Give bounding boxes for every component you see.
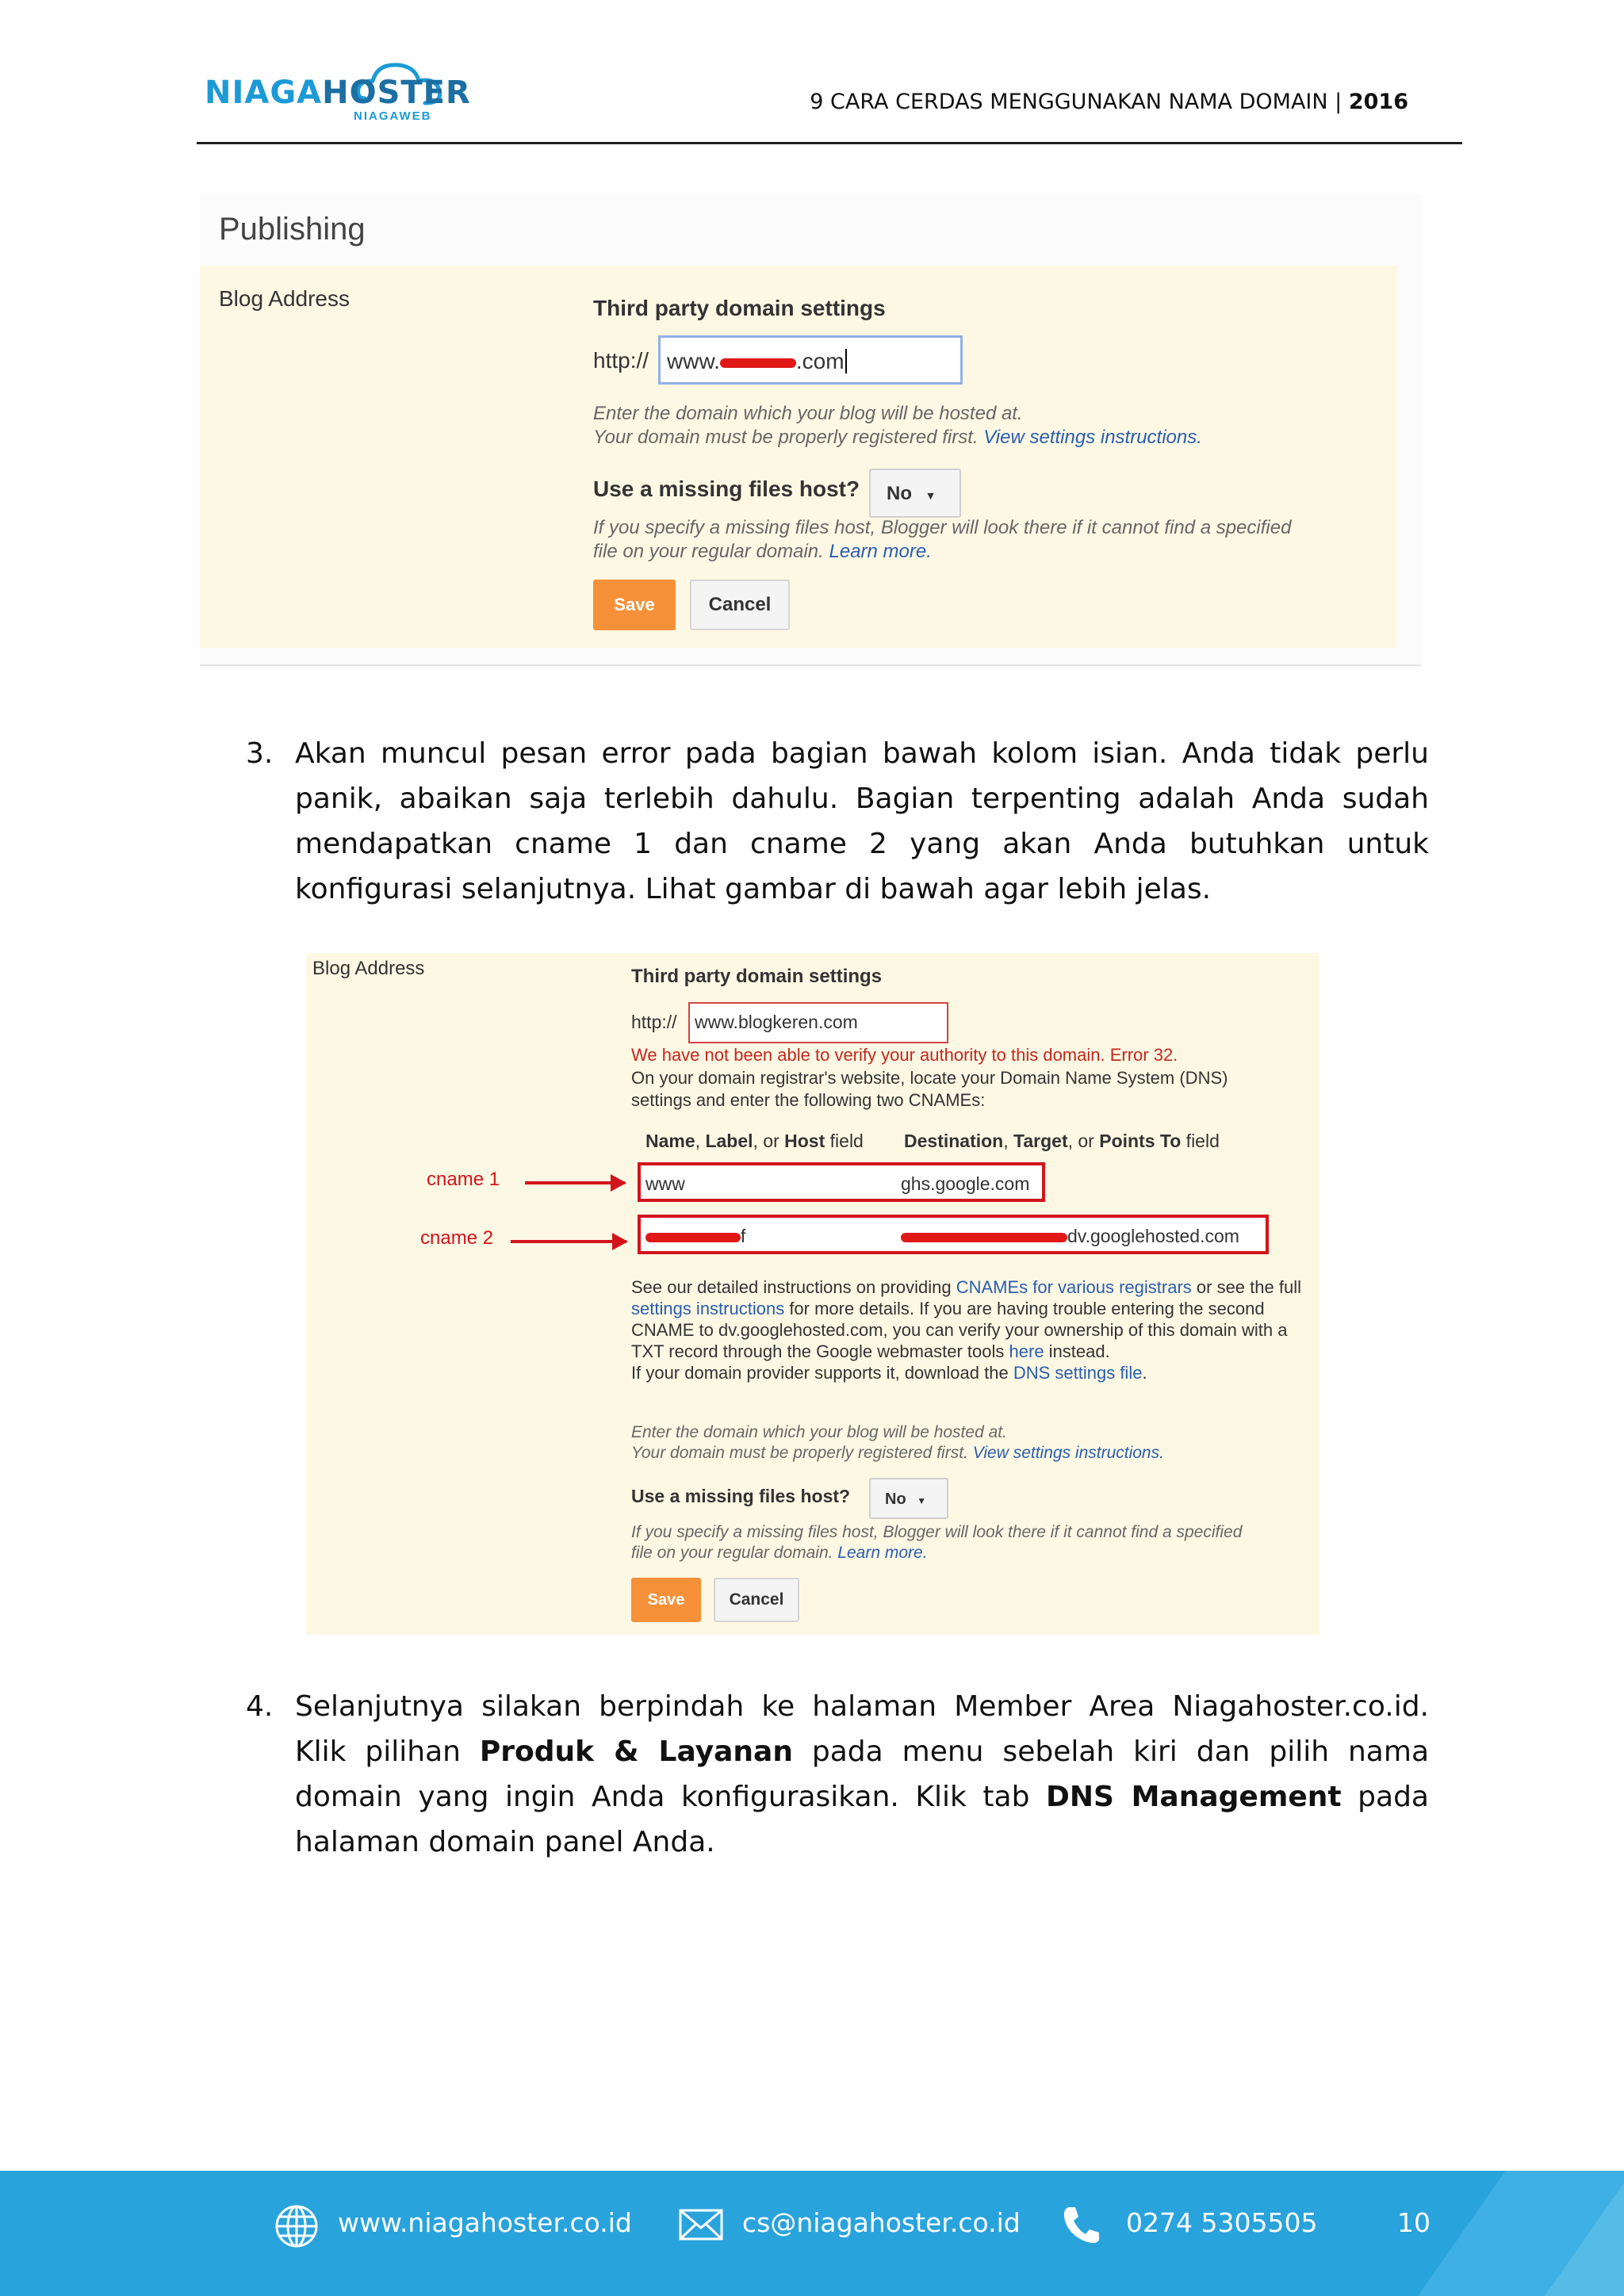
footer-email[interactable]: cs@niagahoster.co.id [742,2207,1021,2238]
cname-column-headers [645,1131,1220,1152]
missing-files-label: Use a missing files host? [593,476,860,501]
cname1-row [638,1162,1045,1202]
niagahoster-logo [205,57,471,128]
redaction-mark [645,1233,741,1242]
globe-icon [274,2204,319,2248]
cname-instructions: See our detailed instructions on providing CNAMEs for various registrars or see the full settings instructions for more details. If you are having trouble entering the second CNAME to dv.googlehosted.com, you can verify your ownership of this domain with a TXT record through the Google webmaster tools here instead. If your domain provider supports it, download the DNS settings file. [631,1277,1301,1383]
missing-files-dropdown[interactable]: No ▼ [869,469,961,518]
arrow-right-icon [525,1181,625,1184]
here-link[interactable]: here [1009,1341,1044,1361]
panel-heading: Third party domain settings [593,296,886,320]
chevron-down-icon: ▼ [917,1495,927,1506]
missing-files-help: If you specify a missing files host, Blogger will look there if it cannot find a specified file on your regular domain. Learn more. [631,1523,1243,1562]
domain-input[interactable]: www. .com [658,335,963,385]
list-item-4 [246,1684,1435,1866]
http-label: http:// [593,348,649,373]
produk-layanan-text: Produk & Layanan [479,1735,793,1768]
settings-instructions-link[interactable]: settings instructions [631,1299,785,1318]
cname1-destination: ghs.google.com [901,1173,1030,1194]
missing-files-dropdown[interactable]: No ▼ [869,1478,948,1519]
dns-management-text: DNS Management [1046,1781,1342,1813]
learn-more-link[interactable]: Learn more. [837,1544,928,1562]
cname2-host: f [645,1226,745,1247]
list-number: 3. [246,737,274,770]
cname2-annotation: cname 2 [420,1227,494,1249]
cancel-button[interactable]: Cancel [714,1578,799,1622]
section-title: Publishing [219,212,366,247]
page-number: 10 [1397,2207,1431,2238]
view-settings-link[interactable]: View settings instructions. [972,1444,1164,1462]
doc-title: 9 CARA CERDAS MENGGUNAKAN NAMA DOMAIN | 2016 [810,90,1408,114]
arrow-right-icon [511,1240,626,1243]
settings-instructions-link[interactable]: View settings instructions. [983,427,1202,448]
header-divider [197,142,1462,144]
redaction-mark [720,358,796,368]
save-button[interactable]: Save [593,580,676,630]
list-item-3 [246,731,1435,913]
footer-phone[interactable]: 0274 5305505 [1126,2207,1318,2238]
cname-screenshot [306,953,1320,1635]
logo-brand: NIAGAHOSTER [205,75,471,111]
cname1-host: www [645,1173,685,1194]
domain-help: Enter the domain which your blog will be hosted at. Your domain must be properly registered first. View settings instructions. [631,1423,1164,1462]
list-number: 4. [246,1690,274,1723]
http-label: http:// [631,1012,677,1032]
divider [200,664,1421,666]
dns-settings-file-link[interactable]: DNS settings file [1013,1363,1143,1383]
destination-column-header: Destination, Target, or Points To field [904,1131,1220,1151]
cnames-registrars-link[interactable]: CNAMEs for various registrars [956,1277,1192,1297]
save-button[interactable]: Save [631,1578,701,1622]
name-column-header: Name, Label, or Host field [645,1131,864,1151]
chevron-down-icon: ▼ [925,489,936,502]
footer [0,2171,1624,2296]
dns-info: On your domain registrar's website, locate your Domain Name System (DNS) settings and enter the following two CNAMEs: [631,1068,1228,1110]
footer-website[interactable]: www.niagahoster.co.id [338,2207,632,2238]
cancel-button[interactable]: Cancel [690,580,790,630]
doc-year: 2016 [1348,90,1408,114]
missing-files-label: Use a missing files host? [631,1486,851,1506]
publishing-screenshot [200,194,1421,668]
blog-address-label: Blog Address [312,958,425,979]
logo-sub: NIAGAWEB [354,109,432,123]
learn-more-link[interactable]: Learn more. [829,541,932,562]
missing-files-help: If you specify a missing files host, Blogger will look there if it cannot find a specified file on your regular domain. Learn more. [593,517,1292,562]
cname1-annotation: cname 1 [427,1169,500,1190]
domain-help: Enter the domain which your blog will be hosted at. Your domain must be properly registered first. View settings instructions. [593,403,1202,448]
settings-panel [200,266,1397,648]
redaction-mark [901,1233,1067,1242]
domain-input[interactable]: www.blogkeren.com [688,1002,948,1043]
cname2-destination: dv.googlehosted.com [901,1226,1239,1247]
list-text: Selanjutnya silakan berpindah ke halaman Member Area Niagahoster.co.id. Klik pilihan Produk & Layanan pada menu sebelah kiri dan pilih nama domain yang ingin Anda konfigurasikan. Klik tab DNS Management pada halaman domain panel Anda. [295,1690,1430,1858]
blog-address-label: Blog Address [219,286,350,311]
cname2-row [638,1215,1269,1254]
phone-icon [1061,2204,1101,2245]
error-message: We have not been able to verify your authority to this domain. Error 32. [631,1045,1178,1065]
list-text: Akan muncul pesan error pada bagian bawah kolom isian. Anda tidak perlu panik, abaikan saja terlebih dahulu. Bagian terpenting adalah Anda sudah mendapatkan cname 1 dan cname 2 yang akan Anda butuhkan untuk konfigurasi selanjutnya. Lihat gambar di bawah agar lebih jelas. [295,737,1429,905]
panel-heading: Third party domain settings [631,966,883,987]
envelope-icon [679,2209,723,2241]
